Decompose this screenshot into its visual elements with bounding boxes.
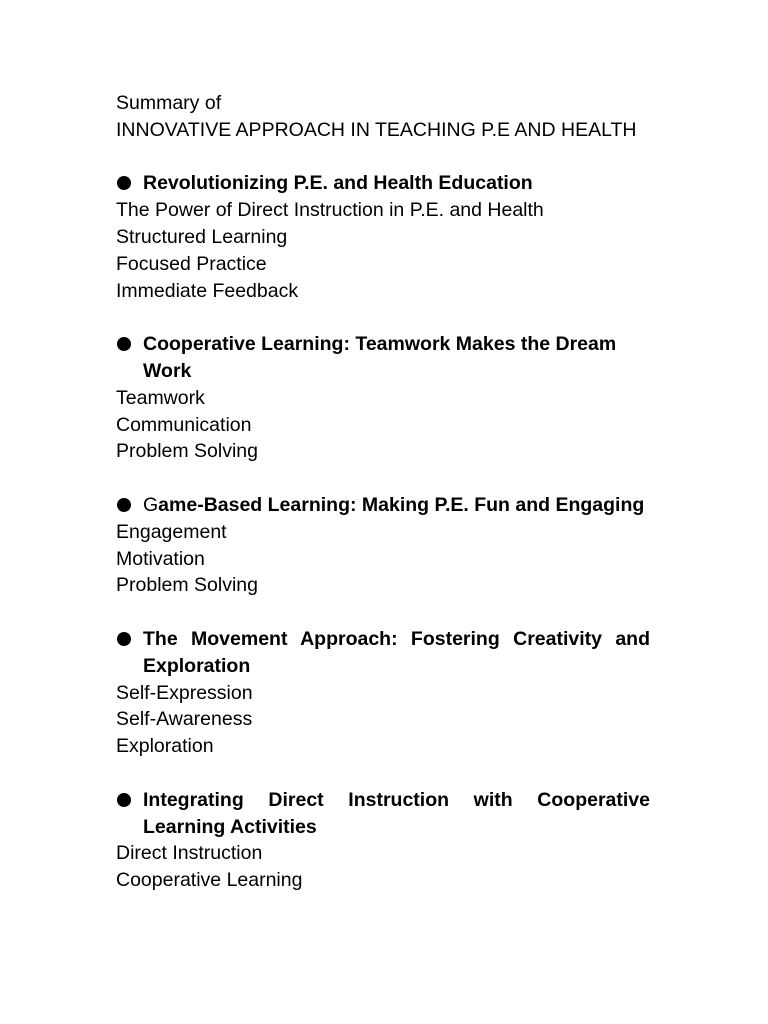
section-heading: [116, 331, 650, 385]
bullet-icon: [116, 787, 143, 814]
bullet-icon: [116, 492, 143, 519]
section-heading: [116, 787, 650, 841]
document-title: [116, 90, 650, 144]
bullet-icon: [116, 626, 143, 653]
section-heading: [116, 626, 650, 680]
list-item: Engagement: [116, 520, 227, 543]
list-item: Direct Instruction: [116, 842, 263, 865]
list-item: Motivation: [116, 547, 205, 570]
title-line-1: Summary of: [116, 92, 222, 114]
heading-text: Cooperative Learning: Teamwork Makes the Dream Work: [143, 333, 617, 382]
list-item: Focused Practice: [116, 252, 267, 275]
heading-text: Integrating Direct Instruction with Cooperative Learning Activities: [143, 788, 650, 838]
heading-text: The Movement Approach: Fostering Creativity and Exploration: [143, 627, 650, 677]
list-item: Problem Solving: [116, 440, 258, 463]
list-item: Self-Expression: [116, 681, 253, 704]
list-item: Exploration: [116, 735, 214, 758]
list-item: Immediate Feedback: [116, 279, 299, 302]
heading-rest: ame-Based Learning: Making P.E. Fun and Engaging: [158, 493, 645, 516]
bullet-icon: [116, 170, 143, 197]
list-item: Problem Solving: [116, 574, 258, 597]
bullet-icon: [116, 331, 143, 358]
list-item: Teamwork: [116, 386, 205, 409]
list-item: Communication: [116, 413, 252, 436]
list-item: Cooperative Learning: [116, 869, 303, 892]
heading-text: [143, 492, 650, 519]
heading-text: Revolutionizing P.E. and Health Education: [143, 172, 533, 195]
section-cooperative-learning: [116, 331, 650, 465]
section-heading: [116, 170, 650, 197]
list-item: Self-Awareness: [116, 708, 253, 731]
title-line-2: INNOVATIVE APPROACH IN TEACHING P.E AND HEALTH: [116, 118, 637, 141]
section-revolutionizing: [116, 170, 650, 304]
section-heading: [116, 492, 650, 519]
section-movement-approach: [116, 626, 650, 760]
section-game-based-learning: [116, 492, 650, 599]
list-item: The Power of Direct Instruction in P.E. and Health: [116, 199, 544, 222]
heading-first-letter: G: [143, 493, 159, 516]
list-item: Structured Learning: [116, 225, 288, 248]
section-integrating-instruction: [116, 787, 650, 894]
